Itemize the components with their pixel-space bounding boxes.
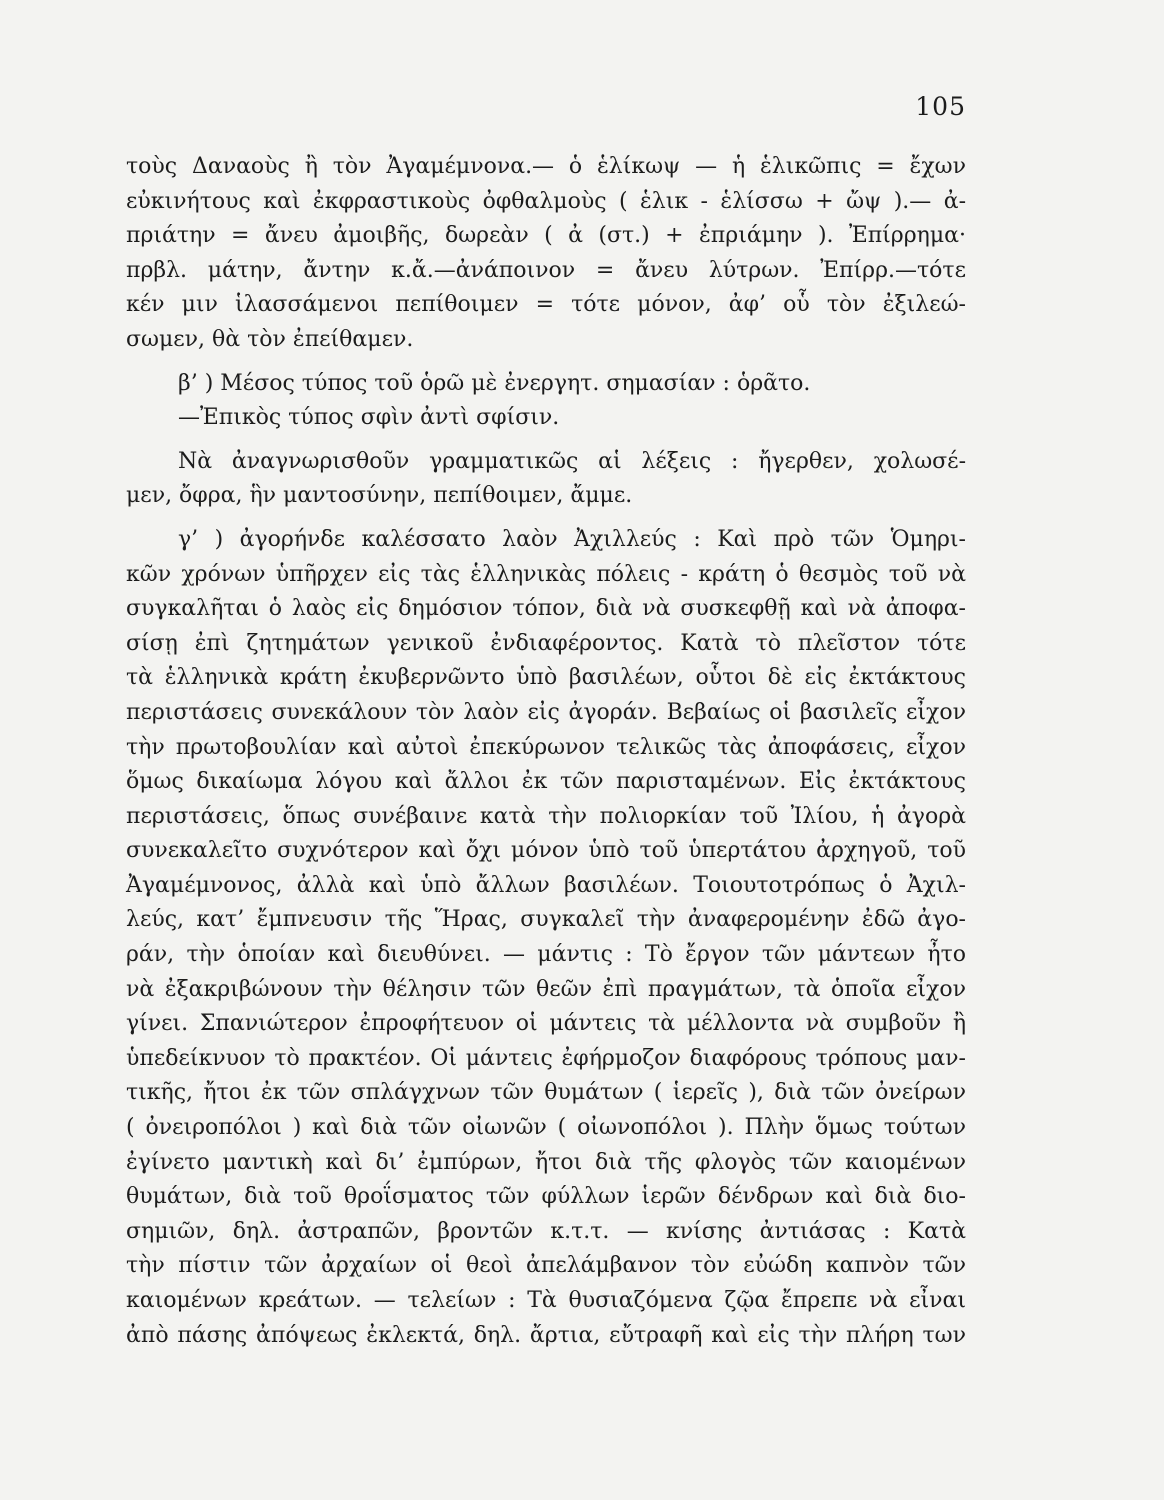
text-line: γίνει. Σπανιώτερον ἐπροφήτευον οἱ μάντεις τὰ μέλλοντα νὰ συμβοῦν ἢ bbox=[126, 1011, 966, 1037]
text-line: τὴν πίστιν τῶν ἀρχαίων οἱ θεοὶ ἀπελάμβανον τὸν εὐώδη καπνὸν τῶν bbox=[126, 1253, 966, 1279]
text-line: συγκαλῆται ὁ λαὸς εἰς δημόσιον τόπον, διὰ νὰ συσκεφθῇ καὶ νὰ ἀποφα- bbox=[126, 596, 966, 622]
text-line: τικῆς, ἤτοι ἐκ τῶν σπλάγχνων τῶν θυμάτων ( ἱερεῖς ), διὰ τῶν ὀνείρων bbox=[126, 1080, 966, 1106]
text-line: συνεκαλεῖτο συχνότερον καὶ ὄχι μόνον ὑπὸ τοῦ ὑπερτάτου ἀρχηγοῦ, τοῦ bbox=[126, 838, 966, 864]
text-line: ράν, τὴν ὁποίαν καὶ διευθύνει. — μάντις : Τὸ ἔργον τῶν μάντεων ἦτο bbox=[126, 942, 966, 968]
text-line: τοὺς Δαναοὺς ἢ τὸν Ἀγαμέμνονα.— ὁ ἑλίκωψ — ἡ ἑλικῶπις = ἔχων bbox=[126, 154, 966, 179]
text-line: σίσῃ ἐπὶ ζητημάτων γενικοῦ ἐνδιαφέροντος. Κατὰ τὸ πλεῖστον τότε bbox=[126, 630, 966, 656]
text-line: σημιῶν, δηλ. ἀστραπῶν, βροντῶν κ.τ.τ. — κνίσης ἀντιάσας : Κατὰ bbox=[126, 1218, 966, 1244]
text-line: ὑπεδείκνυον τὸ πρακτέον. Οἱ μάντεις ἐφήρμοζον διαφόρους τρόπους μαν- bbox=[126, 1045, 966, 1071]
text-line: λεύς, κατ’ ἔμπνευσιν τῆς Ἥρας, συγκαλεῖ τὴν ἀναφερομένην ἐδῶ ἀγο- bbox=[126, 907, 966, 933]
exercise-line: Νὰ ἀναγνωρισθοῦν γραμματικῶς αἱ λέξεις : ἤγερθεν, χολωσέ- bbox=[178, 448, 966, 474]
text-line: ὅμως δικαίωμα λόγου καὶ ἄλλοι ἐκ τῶν παρισταμένων. Εἰς ἐκτάκτους bbox=[126, 769, 966, 795]
text-line: περιστάσεις συνεκάλουν τὸν λαὸν εἰς ἀγοράν. Βεβαίως οἱ βασιλεῖς εἶχον bbox=[126, 699, 966, 725]
text-line: σωμεν, θὰ τὸν ἐπείθαμεν. bbox=[126, 326, 414, 352]
text-line: καιομένων κρεάτων. — τελείων : Τὰ θυσιαζόμενα ζῷα ἔπρεπε νὰ εἶναι bbox=[126, 1288, 966, 1313]
text-line: πρβλ. μάτην, ἄντην κ.ἄ.—ἀνάποινον = ἄνευ λύτρων. Ἐπίρρ.—τότε bbox=[126, 257, 966, 283]
text-line: νὰ ἐξακριβώνουν τὴν θέλησιν τῶν θεῶν ἐπὶ πραγμάτων, τὰ ὁποῖα εἶχον bbox=[126, 976, 966, 1002]
text-line: κῶν χρόνων ὑπῆρχεν εἰς τὰς ἑλληνικὰς πόλεις - κράτη ὁ θεσμὸς τοῦ νὰ bbox=[126, 561, 966, 587]
text-line: β’ ) Μέσος τύπος τοῦ ὁρῶ μὲ ἐνεργητ. σημασίαν : ὁρᾶτο. bbox=[178, 370, 811, 396]
text-line: ἀπὸ πάσης ἀπόψεως ἐκλεκτά, δηλ. ἄρτια, εὔτραφῆ καὶ εἰς τὴν πλήρη των bbox=[126, 1322, 966, 1348]
text-line: τὰ ἑλληνικὰ κράτη ἐκυβερνῶντο ὑπὸ βασιλέων, οὗτοι δὲ εἰς ἐκτάκτους bbox=[126, 665, 966, 691]
text-line: Ἀγαμέμνονος, ἀλλὰ καὶ ὑπὸ ἄλλων βασιλέων. Τοιουτοτρόπως ὁ Ἀχιλ- bbox=[126, 872, 966, 898]
text-line: ( ὀνειροπόλοι ) καὶ διὰ τῶν οἰωνῶν ( οἰωνοπόλοι ). Πλὴν ὅμως τούτων bbox=[126, 1115, 966, 1141]
page-number: 105 bbox=[915, 92, 966, 121]
text-line: —Ἐπικὸς τύπος σφὶν ἀντὶ σφίσιν. bbox=[178, 405, 560, 431]
exercise-line: μεν, ὄφρα, ἣν μαντοσύνην, πεπίθοιμεν, ἄμμε. bbox=[126, 483, 633, 509]
body-text bbox=[126, 150, 966, 1353]
text-line: εὐκινήτους καὶ ἐκφραστικοὺς ὀφθαλμοὺς ( ἑλικ - ἑλίσσω + ὤψ ).— ἀ- bbox=[126, 188, 966, 214]
text-line: γ’ ) ἀγορήνδε καλέσσατο λαὸν Ἀχιλλεύς : Καὶ πρὸ τῶν Ὁμηρι- bbox=[178, 526, 966, 552]
text-line: περιστάσεις, ὅπως συνέβαινε κατὰ τὴν πολιορκίαν τοῦ Ἰλίου, ἡ ἀγορὰ bbox=[126, 803, 966, 829]
text-line: πριάτην = ἄνευ ἀμοιβῆς, δωρεὰν ( ἀ (στ.) + ἐπριάμην ). Ἐπίρρημα· bbox=[126, 223, 966, 249]
text-line: τὴν πρωτοβουλίαν καὶ αὐτοὶ ἐπεκύρωνον τελικῶς τὰς ἀποφάσεις, εἶχον bbox=[126, 734, 966, 760]
text-line: κέν μιν ἱλασσάμενοι πεπίθοιμεν = τότε μόνον, ἀφ’ οὗ τὸν ἐξιλεώ- bbox=[126, 292, 966, 318]
text-line: ἐγίνετο μαντικὴ καὶ δι’ ἐμπύρων, ἤτοι διὰ τῆς φλογὸς τῶν καιομένων bbox=[126, 1149, 966, 1175]
text-line: θυμάτων, διὰ τοῦ θροΐσματος τῶν φύλλων ἱερῶν δένδρων καὶ διὰ διο- bbox=[126, 1184, 966, 1210]
